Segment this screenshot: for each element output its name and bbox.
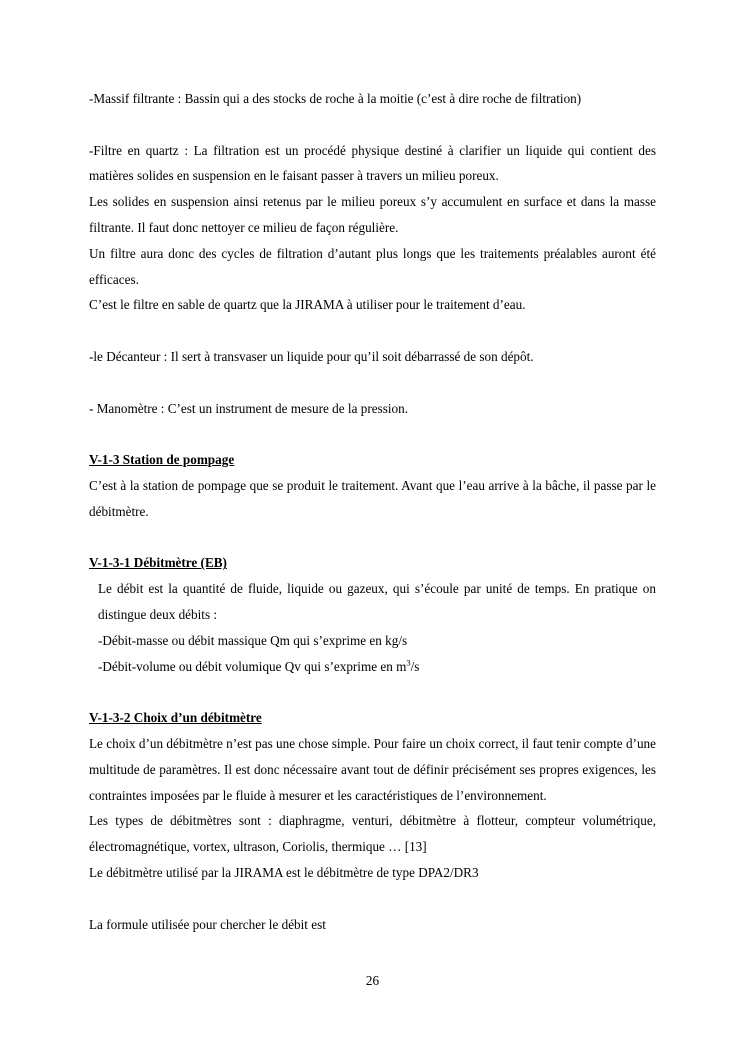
filtre-paragraph-2: Les solides en suspension ainsi retenus par le milieu poreux s’y accumulent en surface et dans la masse filtrante. Il faut donc nettoyer ce milieu de façon régulière. [89,194,656,235]
spacer [89,370,656,396]
choix-paragraph-1: Le choix d’un débitmètre n’est pas une chose simple. Pour faire un choix correct, il faut tenir compte d’une multitude de paramètres. Il est donc nécessaire avant tout de définir précisément ses propres exigences, les contraintes imposées par le fluide à mesurer et les caractéristiques de l’environnement. [89,735,656,803]
filtre-paragraph-1: -Filtre en quartz : La filtration est un procédé physique destiné à clarifier un liquide qui contient des matières solides en suspension en le faisant passer à travers un milieu poreux. [89,142,656,184]
section-heading-debitmetre: V-1-3-1 Débitmètre (EB) [89,555,227,571]
spacer [89,679,656,705]
pompage-paragraph: C’est à la station de pompage que se produit le traitement. Avant que l’eau arrive à la bâche, il passe par le débitmètre. [89,477,656,519]
decanteur-paragraph: -le Décanteur : Il sert à transvaser un liquide pour qu’il soit débarrassé de son dépôt. [89,348,534,364]
spacer [89,318,656,344]
debit-volumique-item [89,654,656,680]
debit-massique-item: -Débit-masse ou débit massique Qm qui s’exprime en kg/s [98,632,408,648]
filtre-paragraph-4: C’est le filtre en sable de quartz que la JIRAMA à utiliser pour le traitement d’eau. [89,297,526,313]
choix-paragraph-2: Les types de débitmètres sont : diaphragme, venturi, débitmètre à flotteur, compteur volumétrique, électromagnétique, vortex, ultrason, Coriolis, thermique … [13] [89,813,656,855]
spacer [89,525,656,551]
manometre-paragraph: - Manomètre : C’est un instrument de mesure de la pression. [89,400,408,416]
section-heading-pompage: V-1-3 Station de pompage [89,452,235,468]
filtre-paragraph-3: Un filtre aura donc des cycles de filtration d’autant plus longs que les traitements préalables auront été efficaces. [89,245,656,287]
spacer [89,112,656,138]
massif-paragraph: -Massif filtrante : Bassin qui a des stocks de roche à la moitie (c’est à dire roche de filtration) [89,91,582,106]
debitmetre-paragraph: Le débit est la quantité de fluide, liquide ou gazeux, qui s’écoule par unité de temps. En pratique on distingue deux débits : [98,581,656,622]
choix-paragraph-3: Le débitmètre utilisé par la JIRAMA est le débitmètre de type DPA2/DR3 [89,864,479,880]
spacer [89,421,656,447]
debit-volumique-text: -Débit-volume ou débit volumique Qv qui s’exprime en m [98,658,407,674]
section-heading-choix: V-1-3-2 Choix d’un débitmètre [89,710,262,726]
cube-exponent: 3 [406,657,411,668]
page-number: 26 [365,973,380,988]
document-body [89,86,656,937]
spacer [89,886,656,912]
formule-intro: La formule utilisée pour chercher le débit est [89,916,326,932]
debit-volumique-unit: /s [410,658,420,674]
